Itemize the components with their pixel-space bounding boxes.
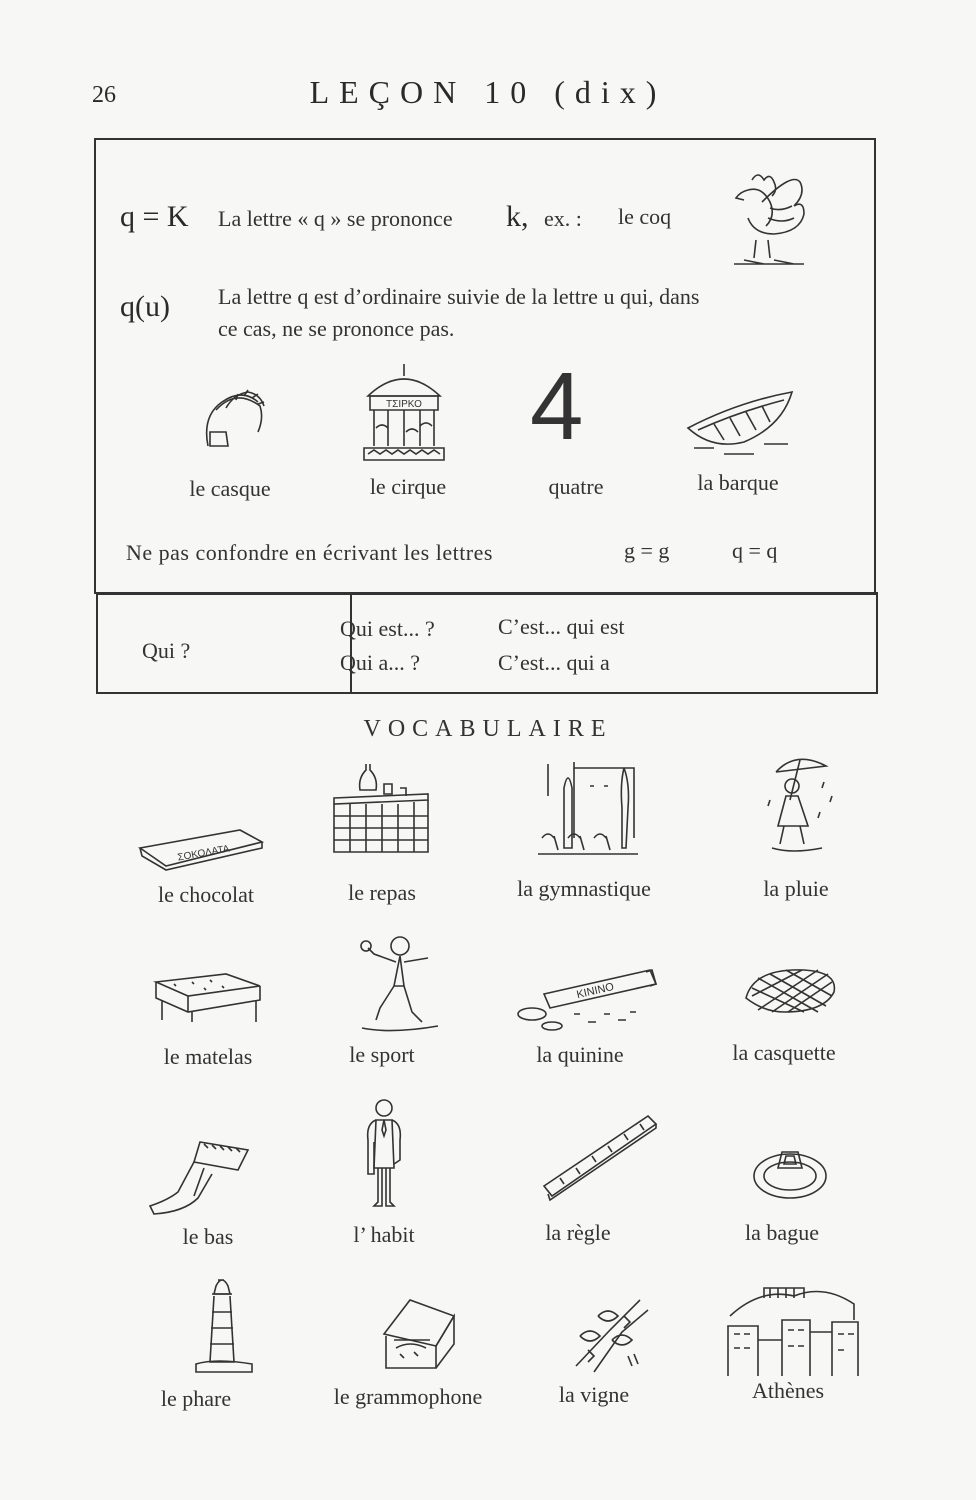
vocab-label-regle: la règle [545,1220,611,1245]
rule2-text-line2: ce cas, ne se prononce pas. [218,316,455,341]
helmet-icon [196,386,266,456]
qui-table [96,592,878,694]
gymnastics-icon [534,758,642,862]
note-g: g = g [624,538,670,563]
rule1-sound: k, [506,200,529,233]
carousel-sign: ΤΣΙΡΚΟ [386,399,422,410]
cap-icon [740,966,840,1022]
discus-thrower-icon [358,932,444,1038]
rule2-text: La lettre q est d’ordinaire suivie de la lettre u qui, dans [218,284,700,309]
qui-row2-answer: C’est... qui a [498,650,610,675]
example-label-casque: le casque [189,476,271,501]
page-number: 26 [92,82,116,108]
rain-girl-umbrella-icon [762,752,842,862]
vocab-label-repas: le repas [348,880,416,905]
vocab-label-habit: l’ habit [353,1222,415,1247]
confusion-note: Ne pas confondre en écrivant les lettres [126,540,493,565]
suit-man-icon [360,1098,410,1210]
vocab-label-sport: le sport [349,1042,415,1067]
meal-table-icon [326,758,436,858]
vocab-label-bas: le bas [182,1224,234,1249]
vocab-label-chocolat: le chocolat [158,882,254,907]
mattress-icon [152,970,264,1026]
ruler-icon [540,1112,660,1204]
stocking-icon [144,1136,254,1216]
rooster-icon [714,168,814,276]
vocab-label-athenes: Athènes [751,1378,825,1403]
gramophone-icon [380,1294,460,1374]
vocab-label-matelas: le matelas [163,1044,253,1069]
vocab-label-casquette: la casquette [732,1040,836,1065]
rule1-example-prefix: ex. : [544,206,582,231]
carousel-icon [358,362,450,468]
qui-row1-answer: C’est... qui est [498,614,625,639]
rule2-formula: q(u) [120,290,170,323]
vocab-label-vigne: la vigne [558,1382,630,1407]
athens-city-icon [724,1276,862,1380]
chocolate-text: ΣΟΚΟΛΑΤΑ [176,843,231,864]
qui-row2-question: Qui a... ? [340,650,421,675]
note-q: q = q [732,538,778,563]
rule1-example: le coq [618,204,672,229]
vine-icon [568,1296,652,1376]
example-label-barque: la barque [697,470,779,495]
qui-header: Qui ? [142,638,191,663]
vocab-label-bague: la bague [745,1220,819,1245]
boat-icon [684,390,796,460]
vocab-label-pluie: la pluie [763,876,829,901]
quinine-tube-icon [512,968,662,1032]
vocab-label-grammophone: le grammophone [333,1384,483,1409]
rule1-text: La lettre « q » se prononce [218,206,453,231]
lighthouse-icon [190,1276,260,1376]
quinine-text: KININO [575,980,616,1002]
chocolate-bar-icon [136,826,266,872]
vocab-label-phare: le phare [160,1386,232,1411]
example-label-quatre: quatre [548,474,604,499]
example-label-cirque: le cirque [369,474,447,499]
vocab-label-quinine: la quinine [536,1042,624,1067]
rule1-formula: q = K [120,200,189,233]
number-four: 4 [530,353,584,460]
lesson-title: LEÇON 10 (dix) [309,74,667,110]
vocabulary-title: VOCABULAIRE [363,716,613,742]
qui-row1-question: Qui est... ? [340,616,435,641]
qui-table-divider [350,595,352,692]
ring-icon [748,1142,834,1208]
vocab-label-gymnastique: la gymnastique [517,876,651,901]
